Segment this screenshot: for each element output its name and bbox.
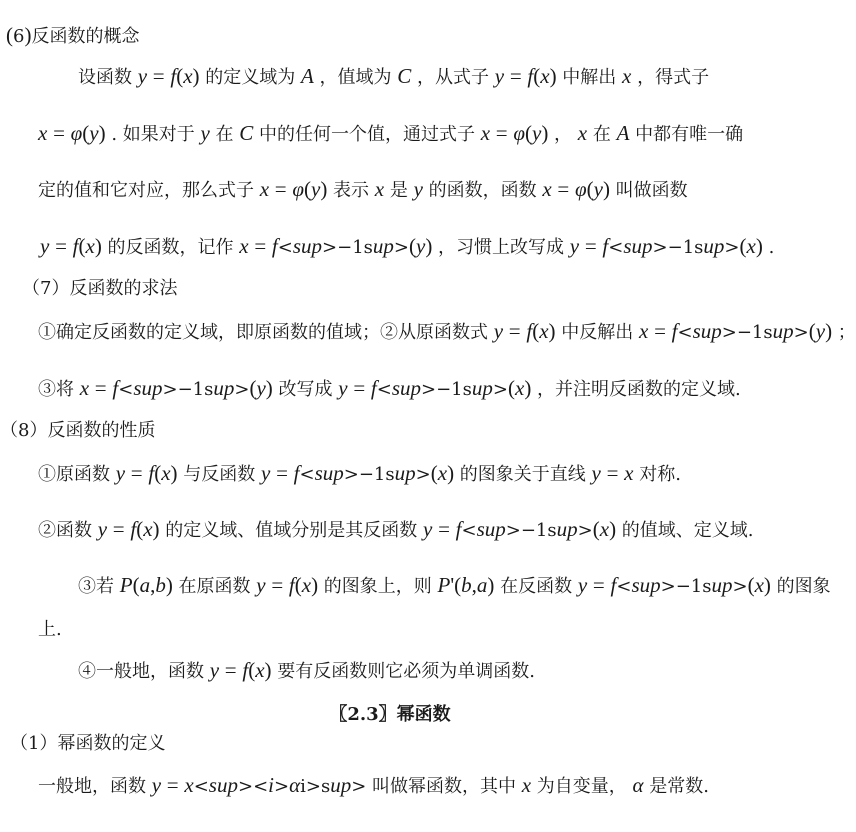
section-6-para-line-4: y = f(x) 的反函数，记作 x = f<sup>−1sup>(y) ，习惯上改写成 y = f<sup>−1sup>(x) . bbox=[40, 234, 775, 258]
section-8-property-2: ②函数 y = f(x) 的定义域、值域分别是其反函数 y = f<sup>−1sup>(x) 的值域、定义域. bbox=[38, 517, 754, 541]
section-2-3-subheading-1: （1）幂函数的定义 bbox=[10, 733, 166, 754]
section-7-heading: （7）反函数的求法 bbox=[22, 278, 178, 299]
power-function-definition: 一般地，函数 y = x<sup><i>αi>sup> 叫做幂函数，其中 x 为自变量， α 是常数. bbox=[38, 773, 710, 797]
section-7-step-1: ①确定反函数的定义域，即原函数的值域；②从原函数式 y = f(x) 中反解出 x = f<sup>−1sup>(y) ； bbox=[38, 319, 856, 343]
section-6-heading: (6)反函数的概念 bbox=[6, 23, 140, 47]
section-8-property-4: ④一般地，函数 y = f(x) 要有反函数则它必须为单调函数. bbox=[78, 658, 535, 682]
section-8-property-3-line-2: 上. bbox=[38, 619, 62, 640]
section-6-para-line-3: 定的值和它对应，那么式子 x = φ(y) 表示 x 是 y 的函数，函数 x = φ(y) 叫做函数 bbox=[38, 177, 688, 201]
section-2-3-title: 〖2.3〗幂函数 bbox=[329, 704, 451, 725]
section-8-heading: （8）反函数的性质 bbox=[0, 420, 156, 441]
section-8-property-3-line-1: ③若 P(a,b) 在原函数 y = f(x) 的图象上，则 P'(b,a) 在反函数 y = f<sup>−1sup>(x) 的图象 bbox=[78, 573, 831, 597]
section-6-para-line-2: x = φ(y) . 如果对于 y 在 C 中的任何一个值，通过式子 x = φ(y) ， x 在 A 中都有唯一确 bbox=[38, 121, 744, 145]
section-7-step-2: ③将 x = f<sup>−1sup>(y) 改写成 y = f<sup>−1sup>(x) ，并注明反函数的定义域. bbox=[38, 376, 741, 400]
section-8-property-1: ①原函数 y = f(x) 与反函数 y = f<sup>−1sup>(x) 的图象关于直线 y = x 对称. bbox=[38, 461, 681, 485]
section-6-para-line-1: 设函数 y = f(x) 的定义域为 A ，值域为 C ，从式子 y = f(x) 中解出 x ，得式子 bbox=[78, 64, 710, 88]
